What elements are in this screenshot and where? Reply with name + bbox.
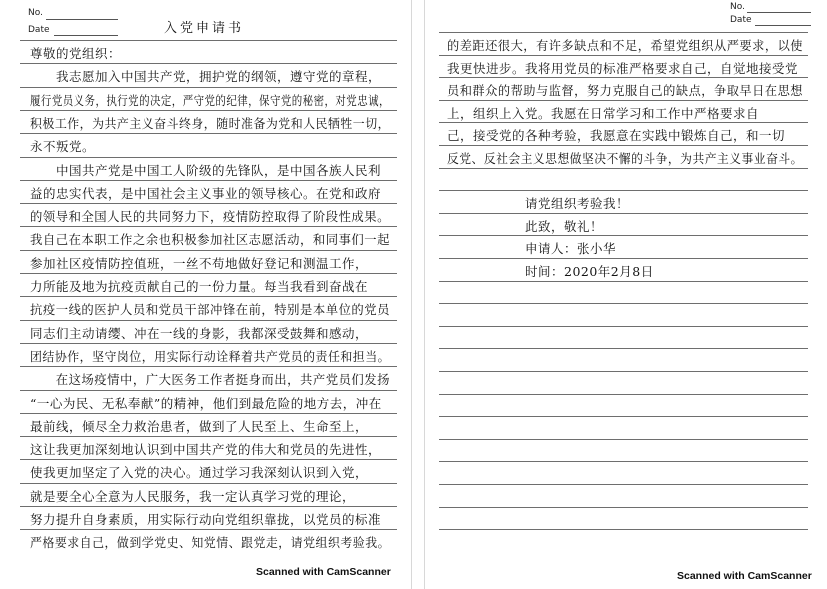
- ruled-line: [439, 281, 808, 282]
- handwritten-line: 这让我更加深刻地认识到中国共产党的伟大和党员的先进性，: [30, 442, 382, 458]
- camscanner-watermark: Scanned with CamScanner: [256, 566, 391, 578]
- ruled-line: [20, 366, 397, 367]
- ruled-line: [439, 416, 808, 417]
- ruled-line: [20, 483, 397, 484]
- ruled-line: [20, 459, 397, 460]
- left-page: [6, 0, 412, 589]
- ruled-line: [20, 506, 397, 507]
- handwritten-line: 上，组织上入党。我愿在日常学习和工作中严格要求自: [447, 105, 760, 121]
- handwritten-line: 申请人：张小华: [447, 241, 617, 257]
- handwritten-line: 员和群众的帮助与监督，努力克服自己的缺点，争取早日在思想: [447, 83, 804, 99]
- handwritten-line: 反党、反社会主义思想做坚决不懈的斗争，为共产主义事业奋斗。: [447, 151, 803, 166]
- ruled-line: [20, 250, 397, 251]
- ruled-line: [439, 439, 808, 440]
- handwritten-line: 履行党员义务，执行党的决定，严守党的纪律，保守党的秘密，对党忠诚，: [30, 92, 390, 108]
- handwritten-line: 积极工作，为共产主义奋斗终身，随时准备为党和人民牺牲一切，: [30, 115, 391, 131]
- ruled-line: [20, 413, 397, 414]
- ruled-line: [439, 461, 808, 462]
- ruled-line: [20, 110, 397, 111]
- handwritten-line: 力所能及地为抗疫贡献自己的一份力量。每当我看到奋战在: [30, 279, 369, 294]
- ruled-line: [20, 133, 397, 134]
- ruled-line: [20, 203, 397, 204]
- handwritten-line: “一心为民、无私奉献”的精神，他们到最危险的地方去，冲在: [30, 395, 382, 411]
- handwritten-line: 抗疫一线的医护人员和党员干部冲锋在前，特别是本单位的党员: [30, 302, 391, 318]
- handwritten-line: 同志们主动请缨、冲在一线的身影，我都深受鼓舞和感动，: [30, 325, 369, 341]
- ruled-line: [20, 226, 397, 227]
- ruled-line: [439, 122, 808, 123]
- ruled-line: [20, 87, 397, 88]
- ruled-line: [20, 436, 397, 437]
- ruled-line: [439, 303, 808, 304]
- ruled-line: [439, 145, 808, 146]
- right-page: [424, 0, 822, 589]
- ruled-line: [439, 348, 808, 349]
- ruled-line: [439, 77, 808, 78]
- ruled-line: [20, 40, 397, 41]
- handwritten-line: 时间：2020年2月8日: [447, 264, 654, 279]
- handwritten-line: 永不叛党。: [30, 139, 96, 155]
- date-label-right: Date: [730, 15, 752, 25]
- ruled-line: [20, 273, 397, 274]
- handwritten-line: 的差距还很大，有许多缺点和不足，希望党组织从严要求，以使: [447, 38, 804, 53]
- ruled-line: [20, 529, 397, 530]
- ruled-line: [439, 235, 808, 236]
- handwritten-line: 我志愿加入中国共产党，拥护党的纲领，遵守党的章程，: [30, 69, 382, 85]
- handwritten-line: 尊敬的党组织：: [30, 46, 122, 61]
- handwritten-line: 请党组织考验我！: [447, 196, 630, 212]
- ruled-line: [20, 343, 397, 344]
- handwritten-line: 中国共产党是中国工人阶级的先锋队，是中国各族人民利: [30, 162, 382, 178]
- handwritten-line: 严格要求自己，做到学党史、知党情、跟党走，请党组织考验我。: [30, 535, 391, 551]
- ruled-line: [20, 63, 397, 64]
- no-label-right: No.: [730, 2, 745, 12]
- date-label: Date: [28, 25, 50, 35]
- handwritten-line: 就是要全心全意为人民服务，我一定认真学习党的理论，: [30, 488, 356, 504]
- ruled-line: [439, 529, 808, 530]
- ruled-line: [439, 258, 808, 259]
- ruled-line: [439, 32, 808, 33]
- handwritten-line: 我自己在本职工作之余也积极参加社区志愿活动，和同事们一起: [30, 232, 391, 248]
- camscanner-watermark-right: Scanned with CamScanner: [677, 570, 812, 582]
- ruled-line: [20, 296, 397, 297]
- ruled-line: [439, 394, 808, 395]
- ruled-line: [20, 390, 397, 391]
- page-title: 入党申请书: [164, 21, 245, 36]
- ruled-line: [439, 55, 808, 56]
- ruled-line: [439, 190, 808, 191]
- ruled-line: [439, 326, 808, 327]
- handwritten-line: 此致，敬礼！: [447, 218, 604, 234]
- ruled-line: [439, 213, 808, 214]
- handwritten-line: 我更快进步。我将用党员的标准严格要求自己，自觉地接受党: [447, 60, 799, 76]
- handwritten-line: 最前线，倾尽全力救治患者，做到了人民至上、生命至上，: [30, 418, 369, 434]
- ruled-line: [439, 484, 808, 485]
- no-label: No.: [28, 8, 43, 18]
- ruled-line: [439, 168, 808, 169]
- handwritten-line: 益的忠实代表，是中国社会主义事业的领导核心。在党和政府: [30, 185, 382, 201]
- handwritten-line: 的领导和全国人民的共同努力下，疫情防控取得了阶段性成果。: [30, 209, 391, 225]
- ruled-line: [20, 180, 397, 181]
- ruled-line: [439, 100, 808, 101]
- handwritten-line: 努力提升自身素质，用实际行动向党组织靠拢，以党员的标准: [30, 512, 382, 527]
- handwritten-line: 参加社区疫情防控值班，一丝不苟地做好登记和测温工作，: [30, 255, 369, 271]
- ruled-line: [439, 371, 808, 372]
- ruled-line: [20, 320, 397, 321]
- handwritten-line: 团结协作，坚守岗位，用实际行动诠释着共产党员的责任和担当。: [30, 348, 391, 364]
- handwritten-line: 己，接受党的各种考验，我愿意在实践中锻炼自己，和一切: [447, 128, 786, 144]
- handwritten-line: 在这场疫情中，广大医务工作者挺身而出，共产党员们发扬: [30, 372, 391, 388]
- ruled-line: [20, 157, 397, 158]
- ruled-line: [439, 507, 808, 508]
- handwritten-line: 使我更加坚定了入党的决心。通过学习我深刻认识到入党，: [30, 465, 369, 481]
